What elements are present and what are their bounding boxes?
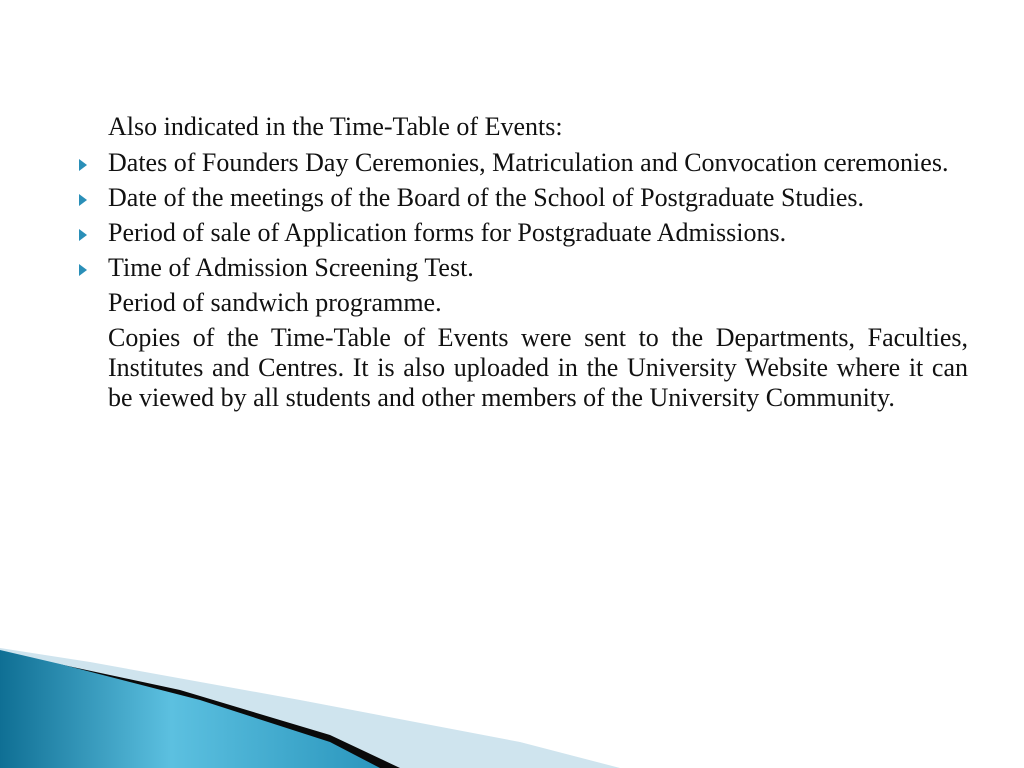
bullet-text: Date of the meetings of the Board of the School of Postgraduate Studies.: [108, 183, 865, 212]
bullet-text: Dates of Founders Day Ceremonies, Matriculation and Convocation ceremonies.: [108, 148, 949, 177]
sandwich-programme-paragraph: Period of sandwich programme.: [108, 288, 442, 317]
intro-paragraph: Also indicated in the Time-Table of Events:: [108, 112, 563, 141]
bullet-text: Period of sale of Application forms for Postgraduate Admissions.: [108, 218, 787, 247]
bullet-text: Time of Admission Screening Test.: [108, 253, 474, 282]
copies-paragraph: Copies of the Time-Table of Events were sent to the Departments, Faculties, Institutes and Centres. It is also uploaded in the University Website where it can be viewed by all students and other members of the University Community.: [108, 323, 968, 412]
